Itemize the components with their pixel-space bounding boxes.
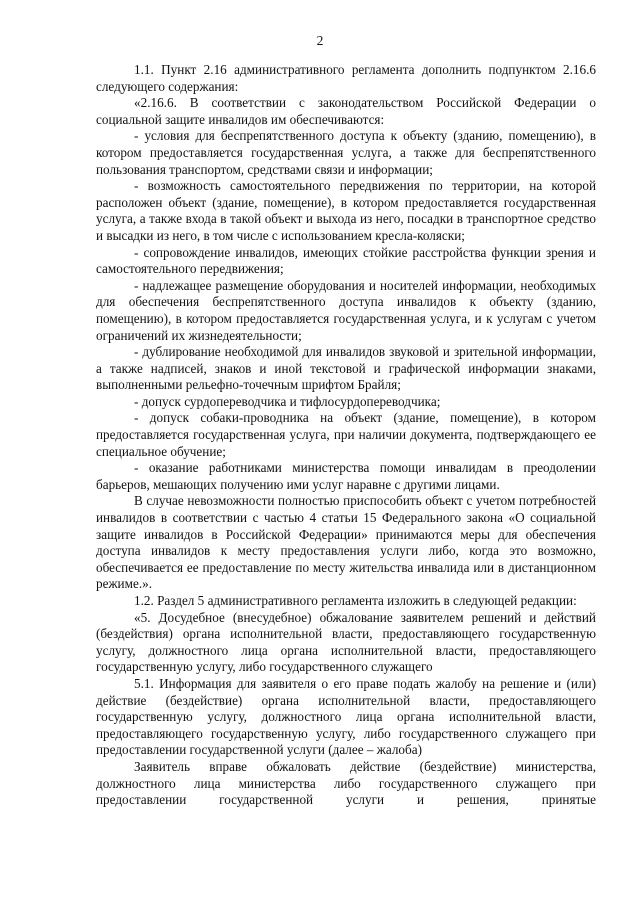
list-item-escort: - сопровождение инвалидов, имеющих стойкие расстройства функции зрения и самостоятельного передвижения; xyxy=(96,244,596,277)
page-number: 2 xyxy=(316,33,324,48)
list-item-staff-assistance: - оказание работниками министерства помощи инвалидам в преодолении барьеров, мешающих получению ими услуг наравне с другими лицами. xyxy=(96,460,596,492)
paragraph-1-2: 1.2. Раздел 5 административного регламента изложить в следующей редакции: xyxy=(134,593,577,608)
paragraph-1-1: 1.1. Пункт 2.16 административного регламента дополнить подпунктом 2.16.6 следующего содержания: xyxy=(96,62,596,94)
list-item-independent-movement: - возможность самостоятельного передвижения по территории, на которой расположен объект (здание, помещение), в котором предоставляется государственная услуга, а также входа в такой объект и выхода из него, посадки в транспортное средство и высадки из него, в том числе с использованием кресла-коляски; xyxy=(96,178,596,243)
paragraph-impossibility-case: В случае невозможности полностью приспособить объект с учетом потребностей инвалидов в соответствии с частью 4 статьи 15 Федерального закона «О социальной защите инвалидов в Российской Федерации» принимаются меры для обеспечения доступа инвалидов к месту предоставления услуги либо, когда это возможно, обеспечивается ее предоставление по месту жительства инвалида или в дистанционном режиме.». xyxy=(96,493,596,592)
list-item-duplication: - дублирование необходимой для инвалидов звуковой и зрительной информации, а также надписей, знаков и иной текстовой и графической информации знаками, выполненными рельефно-точечным шрифтом Брайля; xyxy=(96,344,596,393)
list-item-sign-language-interpreter: - допуск сурдопереводчика и тифлосурдопереводчика; xyxy=(134,393,441,409)
document-body xyxy=(96,62,596,809)
list-item-guide-dog: - допуск собаки-проводника на объект (здание, помещение), в котором предоставляется государственная услуга, при наличии документа, подтверждающего ее специальное обучение; xyxy=(96,410,596,459)
section-5-1-heading: 5.1. Информация для заявителя о его праве подать жалобу на решение и (или) действие (бездействие) органа исполнительной власти, предоставляющего государственную услугу, должностного лица органа исполнительной власти, предоставляющего государственную услугу, либо государственного служащего при предоставлении государственной услуги (далее – жалоба) xyxy=(96,675,596,758)
list-item-access-conditions: - условия для беспрепятственного доступа к объекту (зданию, помещению), в котором предоставляется государственная услуга, а также для беспрепятственного пользования транспортом, средствами связи и информации; xyxy=(96,128,596,177)
paragraph-appeal-right: Заявитель вправе обжаловать действие (бездействие) министерства, должностного лица министерства либо государственного служащего при предоставлении государственной услуги и решения, принятые xyxy=(96,758,596,808)
list-item-equipment-placement: - надлежащее размещение оборудования и носителей информации, необходимых для обеспечения беспрепятственного доступа инвалидов к объекту (зданию, помещению), в котором предоставляется государственная услуга, и к услугам с учетом ограничений их жизнедеятельности; xyxy=(96,277,596,343)
section-5-heading: «5. Досудебное (внесудебное) обжалование заявителем решений и действий (бездействия) органа исполнительной власти, предоставляющего государственную услугу, должностного лица органа исполнительной власти, предоставляющего государственную услугу, либо государственного служащего xyxy=(96,609,596,675)
paragraph-2-16-6-intro: «2.16.6. В соответствии с законодательством Российской Федерации о социальной защите инвалидов им обеспечиваются: xyxy=(96,95,596,127)
